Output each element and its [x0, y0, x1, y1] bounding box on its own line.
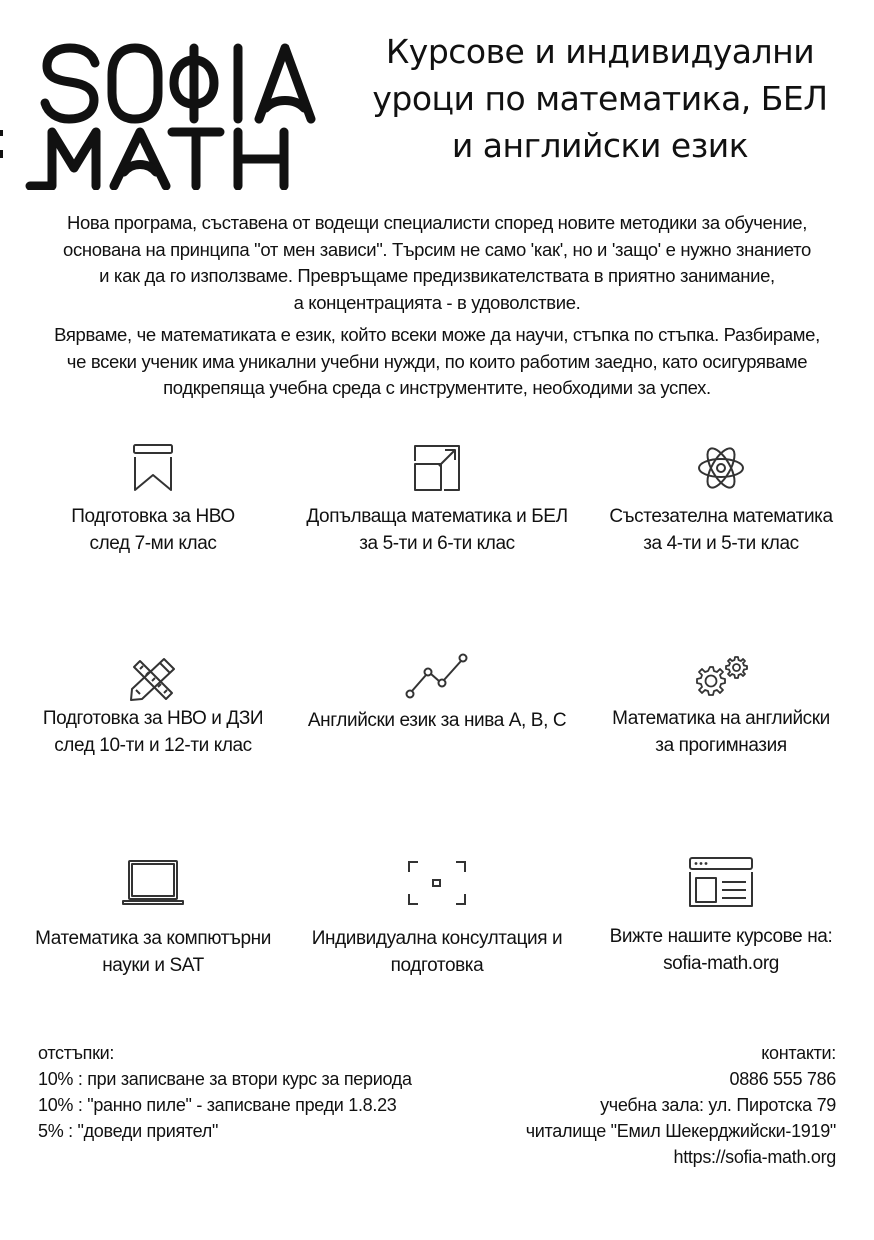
- course-label: Английски език за нива A, B, C: [307, 710, 567, 731]
- bookmark-icon: [131, 443, 175, 493]
- course-label: Математика за компютърни науки и SAT: [35, 928, 271, 976]
- discounts-section: [38, 1040, 412, 1144]
- discount-item: 10% : при записване за втори курс за периода: [38, 1069, 412, 1089]
- laptop-icon: [121, 858, 185, 908]
- headline-line: уроци по математика, БЕЛ: [372, 79, 828, 118]
- gears-icon: [690, 655, 752, 701]
- intro-paragraph-2: [20, 322, 854, 402]
- course-label: Допълваща математика и БЕЛ за 5-ти и 6-ти клас: [306, 506, 568, 554]
- sofia-math-logo: [22, 20, 332, 190]
- course-label: Индивидуална консултация и подготовка: [311, 928, 563, 976]
- crop-mark: [0, 150, 3, 158]
- intro-paragraph-1: [20, 210, 854, 316]
- course-label: Подготовка за НВО и ДЗИ след 10-ти и 12-ти клас: [42, 708, 264, 756]
- discount-item: 5% : "доведи приятел": [38, 1121, 219, 1141]
- discount-item: 10% : "ранно пиле" - записване преди 1.8.23: [38, 1095, 397, 1115]
- course-item: [571, 443, 871, 557]
- course-item: [571, 856, 871, 977]
- atom-icon: [696, 443, 746, 493]
- course-item: [287, 858, 587, 979]
- course-label: Подготовка за НВО след 7-ми клас: [71, 506, 235, 554]
- contacts-section: [526, 1040, 836, 1170]
- intro-line: Нова програма, съставена от водещи специалисти според новите методики за обучение,: [66, 212, 808, 233]
- headline-line: Курсове и индивидуални: [385, 32, 815, 71]
- course-item: [3, 858, 303, 979]
- contact-website-link[interactable]: https://sofia-math.org: [673, 1147, 836, 1167]
- intro-line: основана на принципа "от мен зависи". Търсим не само 'как', но и 'защо' е нужно знанието: [63, 238, 811, 260]
- course-item: [571, 655, 871, 759]
- contact-venue: читалище "Емил Шекерджийски-1919": [525, 1121, 836, 1141]
- contact-address: учебна зала: ул. Пиротска 79: [600, 1095, 836, 1115]
- contacts-title: контакти:: [761, 1043, 836, 1063]
- pencil-ruler-icon: [128, 655, 178, 701]
- intro-line: подкрепяща учебна среда с инструментите, необходими за успех.: [163, 377, 711, 398]
- focus-frame-icon: [406, 858, 468, 908]
- intro-line: Вярваме, че математиката е език, който всеки може да научи, стъпка по стъпка. Разбираме,: [54, 324, 820, 345]
- browser-window-icon: [688, 856, 754, 908]
- contact-phone[interactable]: 0886 555 786: [729, 1069, 836, 1089]
- headline: [350, 28, 850, 169]
- intro-text: [20, 210, 854, 402]
- intro-line: че всеки ученик има уникални учебни нужди, по които работим заедно, като осигуряваме: [66, 350, 808, 372]
- course-label: Състезателна математика за 4-ти и 5-ти клас: [609, 506, 833, 554]
- course-item: [287, 443, 587, 557]
- discounts-title: отстъпки:: [38, 1043, 115, 1063]
- course-item: [3, 655, 303, 759]
- intro-line: и как да го използваме. Превръщаме предизвикателствата в приятно занимание,: [99, 265, 775, 286]
- expand-icon: [412, 443, 462, 493]
- line-graph-icon: [405, 652, 469, 700]
- course-label[interactable]: Вижте нашите курсове на: sofia-math.org: [609, 926, 833, 974]
- headline-line: и английски език: [451, 126, 749, 165]
- course-item: [287, 652, 587, 734]
- intro-line: а концентрацията - в удоволствие.: [293, 291, 581, 313]
- course-item: [3, 443, 303, 557]
- crop-mark: [0, 130, 3, 136]
- course-label: Математика на английски за прогимназия: [612, 708, 830, 756]
